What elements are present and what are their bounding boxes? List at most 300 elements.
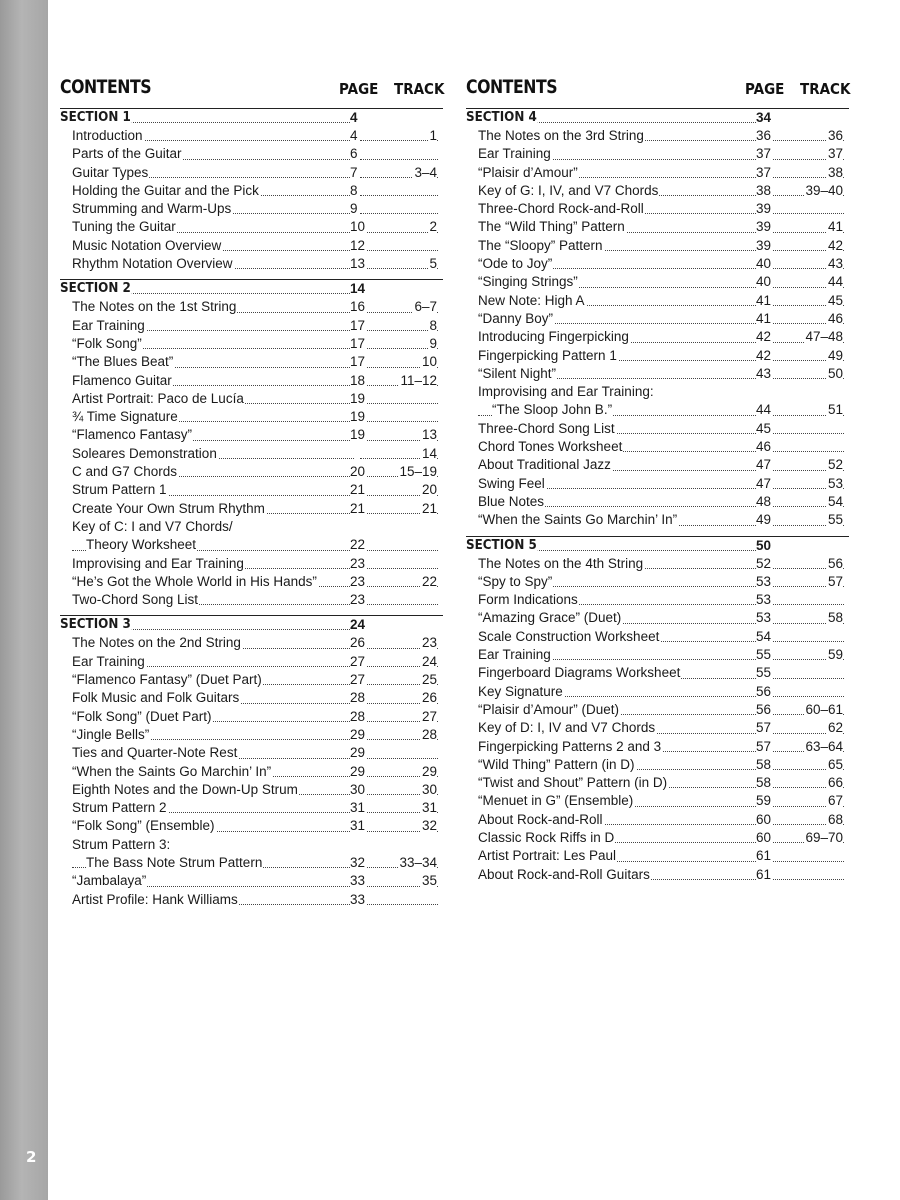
- entry-track-number: 24: [421, 653, 437, 671]
- toc-entry-row: [60, 555, 443, 573]
- entry-title: Three-Chord Rock-and-Roll: [478, 200, 645, 218]
- entry-page-number: 33: [350, 891, 366, 909]
- entry-track-number: 11–12: [399, 372, 437, 390]
- entry-page-number: 23: [350, 573, 366, 591]
- entry-title: Scale Construction Worksheet: [478, 628, 660, 646]
- entry-page-number: 21: [350, 481, 366, 499]
- entry-page-number: 39: [756, 218, 772, 236]
- entry-page-number: 24: [350, 617, 366, 633]
- entry-page-number: 43: [756, 365, 772, 383]
- toc-entry-row: [466, 347, 849, 365]
- entry-track-number: 14: [421, 445, 437, 463]
- entry-track-number: 28: [421, 726, 437, 744]
- entry-title: Strum Pattern 1: [72, 481, 168, 499]
- entry-page-number: 49: [756, 511, 772, 529]
- entry-track-number: 25: [421, 671, 437, 689]
- dot-leader: [766, 696, 844, 697]
- entry-page-number: 55: [756, 646, 772, 664]
- dot-leader: [360, 232, 438, 233]
- dot-leader: [360, 268, 438, 269]
- entry-page-number: 31: [350, 817, 366, 835]
- section-title: SECTION 4: [466, 110, 537, 125]
- dot-leader: [360, 250, 438, 251]
- entry-title: Fingerpicking Pattern 1: [478, 347, 618, 365]
- toc-entry-row: [466, 420, 849, 438]
- entry-title: “Danny Boy”: [478, 310, 554, 328]
- toc-entry-row: [466, 273, 849, 291]
- entry-title: Tuning the Guitar: [72, 218, 177, 236]
- entry-title: ¾ Time Signature: [72, 408, 179, 426]
- entry-track-number: 53: [827, 475, 843, 493]
- entry-title: The Bass Note Strum Pattern: [86, 854, 263, 872]
- entry-title: Rhythm Notation Overview: [72, 255, 234, 273]
- entry-track-number: 54: [827, 493, 843, 511]
- entry-title: The Notes on the 3rd String: [478, 127, 645, 145]
- dot-leader: [766, 861, 844, 862]
- entry-title: “Twist and Shout” Pattern (in D): [478, 774, 668, 792]
- entry-title: The Notes on the 2nd String: [72, 634, 242, 652]
- entry-track-number: 57: [827, 573, 843, 591]
- entry-page-number: 44: [756, 401, 772, 419]
- track-column-label: TRACK: [394, 80, 445, 98]
- toc-entry-row: [466, 701, 849, 719]
- entry-track-number: 62: [827, 719, 843, 737]
- toc-entry-row: [60, 854, 443, 872]
- entry-page-number: 28: [350, 708, 366, 726]
- toc-entry-row: [466, 811, 849, 829]
- toc-entry-row: [60, 164, 443, 182]
- entry-page-number: 4: [350, 110, 358, 125]
- toc-entry-row: [466, 609, 849, 627]
- entry-track-number: 23: [421, 634, 437, 652]
- entry-track-number: 1: [428, 127, 437, 145]
- toc-entry-row: [60, 237, 443, 255]
- entry-track-number: 39–40: [804, 182, 843, 200]
- entry-title: Fingerpicking Patterns 2 and 3: [478, 738, 662, 756]
- entry-page-number: 19: [350, 426, 366, 444]
- toc-entry-row: [60, 218, 443, 236]
- entry-page-number: 61: [756, 847, 772, 865]
- section-title: SECTION 1: [60, 110, 131, 125]
- dot-leader: [360, 758, 438, 759]
- entry-title: Ear Training: [72, 653, 146, 671]
- entry-title: “When the Saints Go Marchin’ In”: [478, 511, 678, 529]
- dot-leader: [766, 678, 844, 679]
- entry-track-number: 49: [827, 347, 843, 365]
- entry-page-number: 53: [756, 573, 772, 591]
- entry-track-number: 63–64: [804, 738, 843, 756]
- entry-title: “Folk Song” (Ensemble): [72, 817, 216, 835]
- entry-page-number: 29: [350, 726, 366, 744]
- entry-page-number: 6: [350, 145, 359, 163]
- entry-title: “Flamenco Fantasy”: [72, 426, 193, 444]
- toc-entry-row: [60, 836, 443, 854]
- toc-entry-row: [60, 372, 443, 390]
- entry-page-number: 42: [756, 347, 772, 365]
- entry-title: “Singing Strings”: [478, 273, 579, 291]
- entry-page-number: 42: [756, 328, 772, 346]
- section-title: SECTION 5: [466, 537, 537, 553]
- entry-track-number: 27: [421, 708, 437, 726]
- contents-column-right: [466, 74, 849, 884]
- contents-column-left: [60, 74, 443, 909]
- entry-title: “Silent Night”: [478, 365, 557, 383]
- entry-title: Flamenco Guitar: [72, 372, 173, 390]
- toc-entry-row: [466, 628, 849, 646]
- entry-page-number: 53: [756, 591, 772, 609]
- entry-title: “Spy to Spy”: [478, 573, 553, 591]
- toc-entry-row: [466, 182, 849, 200]
- entry-title: Ear Training: [478, 646, 552, 664]
- toc-entry-row: [60, 500, 443, 518]
- toc-entry-row: [60, 426, 443, 444]
- toc-entry-row: [466, 292, 849, 310]
- entry-title: Artist Profile: Hank Williams: [72, 891, 239, 909]
- entry-page-number: 40: [756, 273, 772, 291]
- entry-title: Swing Feel: [478, 475, 546, 493]
- entry-title: “Folk Song” (Duet Part): [72, 708, 213, 726]
- entry-page-number: 27: [350, 671, 366, 689]
- entry-title: The Notes on the 1st String: [72, 298, 237, 316]
- entry-page-number: 50: [756, 537, 772, 553]
- entry-page-number: 53: [756, 609, 772, 627]
- entry-page-number: 23: [350, 555, 366, 573]
- dot-leader: [766, 213, 844, 214]
- toc-entry-row: [60, 634, 443, 652]
- dot-leader: [360, 213, 438, 214]
- entry-page-number: 32: [350, 854, 366, 872]
- entry-title: Improvising and Ear Training:: [478, 383, 655, 401]
- entry-page-number: 9: [350, 200, 359, 218]
- entry-track-number: 6–7: [413, 298, 437, 316]
- entry-title: Key of C: I and V7 Chords/: [72, 518, 234, 536]
- entry-page-number: 22: [350, 536, 366, 554]
- entry-page-number: 19: [350, 408, 366, 426]
- entry-title: About Rock-and-Roll: [478, 811, 604, 829]
- entry-title: Strum Pattern 3:: [72, 836, 171, 854]
- entry-page-number: 36: [756, 127, 772, 145]
- entry-track-number: 22: [421, 573, 437, 591]
- entry-title: Form Indications: [478, 591, 579, 609]
- entry-page-number: 14: [350, 281, 366, 297]
- entry-page-number: 60: [756, 811, 772, 829]
- entry-page-number: 29: [350, 763, 366, 781]
- dot-leader: [360, 140, 438, 141]
- toc-entry-row: [466, 555, 849, 573]
- toc-entry-row: [466, 573, 849, 591]
- entry-title: The Notes on the 4th String: [478, 555, 644, 573]
- toc-entry-row: [60, 872, 443, 890]
- entry-track-number: 69–70: [804, 829, 843, 847]
- entry-page-number: 10: [350, 218, 366, 236]
- entry-title: “Menuet in G” (Ensemble): [478, 792, 634, 810]
- toc-entry-row: [60, 763, 443, 781]
- toc-entry-row: [60, 317, 443, 335]
- toc-entry-row: [466, 683, 849, 701]
- toc-entry-row: [466, 511, 849, 529]
- toc-entry-row: [60, 255, 443, 273]
- dot-leader: [766, 451, 844, 452]
- toc-entry-row: [466, 328, 849, 346]
- entry-page-number: 56: [756, 701, 772, 719]
- entry-track-number: 30: [421, 781, 437, 799]
- toc-entry-row: [466, 127, 849, 145]
- entry-page-number: 38: [756, 182, 772, 200]
- entry-page-number: 17: [350, 317, 366, 335]
- entry-page-number: 54: [756, 628, 772, 646]
- dot-leader: [766, 641, 844, 642]
- toc-entry-row: [60, 518, 443, 536]
- toc-entry-row: [60, 481, 443, 499]
- toc-entry-row: [466, 365, 849, 383]
- entry-title: Artist Portrait: Paco de Lucía: [72, 390, 245, 408]
- entry-page-number: 37: [756, 145, 772, 163]
- toc-entry-row: [466, 646, 849, 664]
- entry-title: Music Notation Overview: [72, 237, 222, 255]
- entry-page-number: 27: [350, 653, 366, 671]
- dot-leader: [360, 348, 438, 349]
- dot-leader: [360, 904, 438, 905]
- entry-page-number: 47: [756, 475, 772, 493]
- entry-title: Parts of the Guitar: [72, 145, 183, 163]
- entry-page-number: 59: [756, 792, 772, 810]
- entry-title: The “Sloopy” Pattern: [478, 237, 604, 255]
- entry-page-number: 58: [756, 756, 772, 774]
- entry-title: Two-Chord Song List: [72, 591, 199, 609]
- entry-title: About Rock-and-Roll Guitars: [478, 866, 651, 884]
- toc-entry-row: [466, 475, 849, 493]
- toc-entry-row: [60, 145, 443, 163]
- entry-title: Holding the Guitar and the Pick: [72, 182, 260, 200]
- section-title: SECTION 2: [60, 281, 131, 297]
- entry-page-number: 48: [756, 493, 772, 511]
- toc-entry-row: [60, 182, 443, 200]
- toc-entry-row: [60, 744, 443, 762]
- entry-title: “He’s Got the Whole World in His Hands”: [72, 573, 318, 591]
- entry-title: Chord Tones Worksheet: [478, 438, 623, 456]
- entry-track-number: 58: [827, 609, 843, 627]
- entry-title: “Folk Song”: [72, 335, 143, 353]
- entry-title: “Plaisir d’Amour”: [478, 164, 579, 182]
- entry-page-number: 60: [756, 829, 772, 847]
- entry-title: Guitar Types: [72, 164, 149, 182]
- toc-entry-row: [60, 200, 443, 218]
- entry-title: “Jambalaya”: [72, 872, 147, 890]
- entry-page-number: 17: [350, 335, 366, 353]
- dot-leader: [360, 330, 438, 331]
- toc-section-row: [466, 108, 849, 127]
- entry-track-number: 66: [827, 774, 843, 792]
- entry-track-number: 8: [428, 317, 437, 335]
- entry-title: “Plaisir d’Amour” (Duet): [478, 701, 620, 719]
- entry-page-number: 58: [756, 774, 772, 792]
- entry-page-number: 57: [756, 738, 772, 756]
- entry-title: Strumming and Warm-Ups: [72, 200, 232, 218]
- toc-list: [466, 108, 849, 884]
- entry-title: “When the Saints Go Marchin’ In”: [72, 763, 272, 781]
- entry-track-number: 26: [421, 689, 437, 707]
- entry-title: Key Signature: [478, 683, 564, 701]
- toc-entry-row: [60, 536, 443, 554]
- entry-page-number: 40: [756, 255, 772, 273]
- entry-track-number: 32: [421, 817, 437, 835]
- entry-title: Blue Notes: [478, 493, 545, 511]
- entry-page-number: 29: [350, 744, 366, 762]
- entry-title: Theory Worksheet: [86, 536, 197, 554]
- entry-page-number: 8: [350, 182, 359, 200]
- entry-track-number: 29: [421, 763, 437, 781]
- entry-title: Soleares Demonstration: [72, 445, 218, 463]
- dot-leader: [360, 403, 438, 404]
- entry-track-number: 55: [827, 511, 843, 529]
- entry-page-number: 23: [350, 591, 366, 609]
- entry-page-number: 12: [350, 237, 366, 255]
- track-column-label: TRACK: [800, 80, 851, 98]
- entry-page-number: 56: [756, 683, 772, 701]
- entry-page-number: 18: [350, 372, 366, 390]
- entry-track-number: 56: [827, 555, 843, 573]
- toc-section-row: [60, 615, 443, 634]
- entry-track-number: 37: [827, 145, 843, 163]
- entry-title: C and G7 Chords: [72, 463, 178, 481]
- contents-title: CONTENTS: [466, 76, 558, 98]
- dot-leader: [766, 879, 844, 880]
- toc-entry-row: [466, 145, 849, 163]
- entry-title: Create Your Own Strum Rhythm: [72, 500, 266, 518]
- entry-title: “The Sloop John B.”: [492, 401, 613, 419]
- toc-entry-row: [466, 310, 849, 328]
- entry-page-number: 20: [350, 463, 366, 481]
- toc-entry-row: [60, 591, 443, 609]
- toc-entry-row: [60, 817, 443, 835]
- dot-leader: [360, 159, 438, 160]
- entry-track-number: 35: [421, 872, 437, 890]
- toc-entry-row: [466, 591, 849, 609]
- entry-track-number: 43: [827, 255, 843, 273]
- entry-title: “Wild Thing” Pattern (in D): [478, 756, 636, 774]
- entry-title: Improvising and Ear Training: [72, 555, 245, 573]
- toc-entry-row: [60, 653, 443, 671]
- entry-page-number: 33: [350, 872, 366, 890]
- entry-track-number: 68: [827, 811, 843, 829]
- toc-entry-row: [466, 218, 849, 236]
- toc-entry-row: [60, 408, 443, 426]
- entry-page-number: 57: [756, 719, 772, 737]
- toc-entry-row: [466, 829, 849, 847]
- entry-page-number: 37: [756, 164, 772, 182]
- toc-entry-row: [60, 127, 443, 145]
- entry-title: The “Wild Thing” Pattern: [478, 218, 626, 236]
- entry-title: Introducing Fingerpicking: [478, 328, 630, 346]
- toc-entry-row: [60, 573, 443, 591]
- entry-page-number: 45: [756, 420, 772, 438]
- toc-entry-row: [60, 891, 443, 909]
- entry-track-number: 50: [827, 365, 843, 383]
- entry-title: About Traditional Jazz: [478, 456, 612, 474]
- entry-page-number: 31: [350, 799, 366, 817]
- entry-title: “Ode to Joy”: [478, 255, 553, 273]
- toc-entry-row: [60, 671, 443, 689]
- toc-entry-row: [60, 689, 443, 707]
- toc-entry-row: [60, 335, 443, 353]
- toc-section-row: [60, 108, 443, 127]
- dot-leader: [766, 433, 844, 434]
- entry-track-number: 3–4: [413, 164, 437, 182]
- entry-track-number: 65: [827, 756, 843, 774]
- entry-track-number: 10: [421, 353, 437, 371]
- toc-entry-row: [466, 438, 849, 456]
- toc-entry-row: [60, 445, 443, 463]
- contents-header: [60, 74, 443, 108]
- contents-title: CONTENTS: [60, 76, 152, 98]
- entry-track-number: 21: [421, 500, 437, 518]
- entry-track-number: 42: [827, 237, 843, 255]
- toc-entry-row: [466, 383, 849, 401]
- entry-track-number: 2: [428, 218, 437, 236]
- entry-track-number: 52: [827, 456, 843, 474]
- page-column-label: PAGE: [339, 80, 379, 98]
- entry-title: Introduction: [72, 127, 144, 145]
- entry-track-number: 67: [827, 792, 843, 810]
- entry-track-number: 47–48: [804, 328, 843, 346]
- section-title: SECTION 3: [60, 617, 131, 633]
- entry-page-number: 16: [350, 298, 366, 316]
- entry-title: Three-Chord Song List: [478, 420, 616, 438]
- entry-track-number: 31: [421, 799, 437, 817]
- toc-entry-row: [466, 456, 849, 474]
- entry-title: Eighth Notes and the Down-Up Strum: [72, 781, 299, 799]
- toc-entry-row: [466, 847, 849, 865]
- entry-track-number: 59: [827, 646, 843, 664]
- entry-title: Classic Rock Riffs in D: [478, 829, 615, 847]
- entry-track-number: 45: [827, 292, 843, 310]
- entry-page-number: 28: [350, 689, 366, 707]
- entry-title: Key of G: I, IV, and V7 Chords: [478, 182, 659, 200]
- toc-entry-row: [60, 781, 443, 799]
- entry-title: Ear Training: [478, 145, 552, 163]
- entry-track-number: 41: [827, 218, 843, 236]
- toc-entry-row: [60, 298, 443, 316]
- entry-track-number: 46: [827, 310, 843, 328]
- toc-entry-row: [466, 401, 849, 419]
- entry-page-number: 17: [350, 353, 366, 371]
- entry-track-number: 38: [827, 164, 843, 182]
- entry-page-number: 7: [350, 164, 359, 182]
- page-number: 2: [26, 1148, 37, 1166]
- entry-track-number: 33–34: [398, 854, 437, 872]
- entry-page-number: 41: [756, 310, 772, 328]
- contents-header: [466, 74, 849, 108]
- dot-leader: [360, 568, 438, 569]
- entry-title: Ties and Quarter-Note Rest: [72, 744, 238, 762]
- dot-leader: [360, 421, 438, 422]
- entry-page-number: 30: [350, 781, 366, 799]
- toc-entry-row: [466, 237, 849, 255]
- toc-entry-row: [466, 200, 849, 218]
- toc-entry-row: [466, 792, 849, 810]
- entry-page-number: 21: [350, 500, 366, 518]
- entry-page-number: 61: [756, 866, 772, 884]
- entry-title: “Amazing Grace” (Duet): [478, 609, 622, 627]
- toc-entry-row: [60, 799, 443, 817]
- toc-entry-row: [466, 664, 849, 682]
- entry-page-number: 26: [350, 634, 366, 652]
- entry-title: “Jingle Bells”: [72, 726, 150, 744]
- entry-title: Fingerboard Diagrams Worksheet: [478, 664, 681, 682]
- entry-page-number: 41: [756, 292, 772, 310]
- toc-section-row: [466, 536, 849, 555]
- page-column-label: PAGE: [745, 80, 785, 98]
